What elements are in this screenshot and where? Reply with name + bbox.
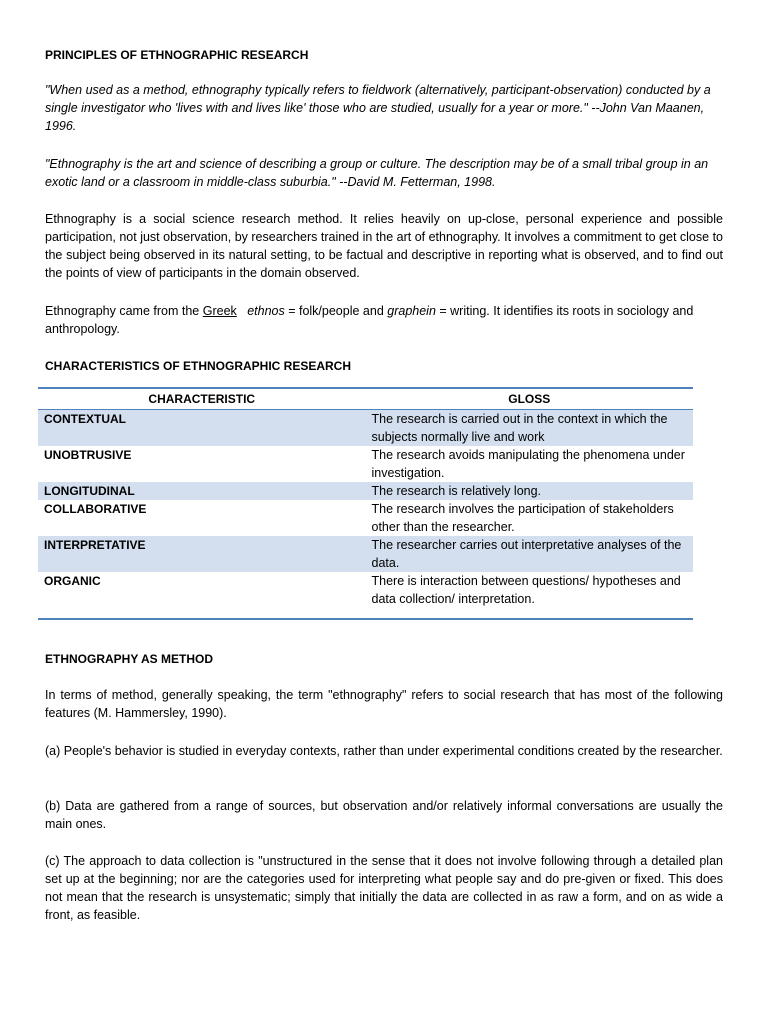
characteristic-cell: CONTEXTUAL: [38, 410, 366, 447]
characteristic-cell: COLLABORATIVE: [44, 502, 147, 516]
characteristic-cell: ORGANIC: [44, 574, 101, 588]
gloss-cell: The researcher carries out interpretative analyses of the data.: [366, 536, 694, 572]
table-row: [38, 482, 693, 500]
table-header-row: [38, 388, 693, 410]
table-row: [38, 410, 693, 447]
table-row: [38, 500, 693, 536]
greek-link[interactable]: Greek: [202, 304, 237, 318]
gloss-cell: The research avoids manipulating the phenomena under investigation.: [371, 448, 685, 480]
etymology-text-start: Ethnography came from the: [45, 304, 203, 318]
term-ethnos: ethnos: [247, 304, 285, 318]
column-header-characteristic: CHARACTERISTIC: [148, 392, 256, 406]
etymology-text-mid: = folk/people and: [284, 304, 388, 318]
characteristic-cell: LONGITUDINAL: [38, 482, 366, 500]
gloss-cell: The research is carried out in the context in which the subjects normally live and work: [366, 410, 694, 447]
method-intro-paragraph: In terms of method, generally speaking, the term "ethnography" refers to social research that has most of the following features (M. Hammersley, 1990).: [45, 688, 723, 720]
gloss-cell: The research is relatively long.: [366, 482, 694, 500]
table-row: [38, 536, 693, 572]
page-title: PRINCIPLES OF ETHNOGRAPHIC RESEARCH: [45, 48, 309, 62]
characteristics-heading: CHARACTERISTICS OF ETHNOGRAPHIC RESEARCH: [45, 359, 352, 373]
quote-van-maanen: "When used as a method, ethnography typically refers to fieldwork (alternatively, participant-observation) conducted by a single investigator who 'lives with and lives like' those who are studied, usually for a year or more." --John Van Maanen, 1996.: [45, 83, 711, 133]
characteristic-cell: UNOBTRUSIVE: [44, 448, 132, 462]
column-header-gloss: GLOSS: [508, 392, 551, 406]
method-heading: ETHNOGRAPHY AS METHOD: [45, 652, 214, 666]
gloss-cell: The research involves the participation of stakeholders other than the researcher.: [371, 502, 674, 534]
feature-a-paragraph: (a) People's behavior is studied in everyday contexts, rather than under experimental conditions created by the researcher.: [45, 744, 723, 758]
characteristics-table: [38, 387, 693, 620]
quote-fetterman: "Ethnography is the art and science of describing a group or culture. The description may be of a small tribal group in an exotic land or a classroom in middle-class suburbia." --David M. Fetterman, 1998.: [45, 157, 709, 189]
etymology-text-end: = writing. It identifies its roots in sociology and anthropology.: [45, 304, 694, 336]
table-bottom-rule: [38, 618, 693, 620]
characteristic-cell: INTERPRETATIVE: [38, 536, 366, 572]
term-graphein: graphein: [387, 304, 436, 318]
feature-c-paragraph: (c) The approach to data collection is "unstructured in the sense that it does not involve following through a detailed plan set up at the beginning; nor are the categories used for interpreting what people say and do pre-given or fixed. This does not mean that the research is unsystematic; simply that initially the data are collected in as raw a form, and on as wide a front, as feasible.: [45, 854, 723, 922]
table-row: [38, 572, 693, 618]
table-row: [38, 446, 693, 482]
etymology-paragraph: [45, 302, 723, 338]
feature-b-paragraph: (b) Data are gathered from a range of sources, but observation and/or relatively informal conversations are usually the main ones.: [45, 799, 723, 831]
gloss-cell: There is interaction between questions/ hypotheses and data collection/ interpretation.: [371, 574, 681, 606]
intro-paragraph: Ethnography is a social science research method. It relies heavily on up-close, personal experience and possible participation, not just observation, by researchers trained in the art of ethnography. It involves a commitment to get close to the subject being observed in its natural setting, to be factual and descriptive in reporting what is observed, and to find out the points of view of participants in the domain observed.: [45, 212, 723, 280]
